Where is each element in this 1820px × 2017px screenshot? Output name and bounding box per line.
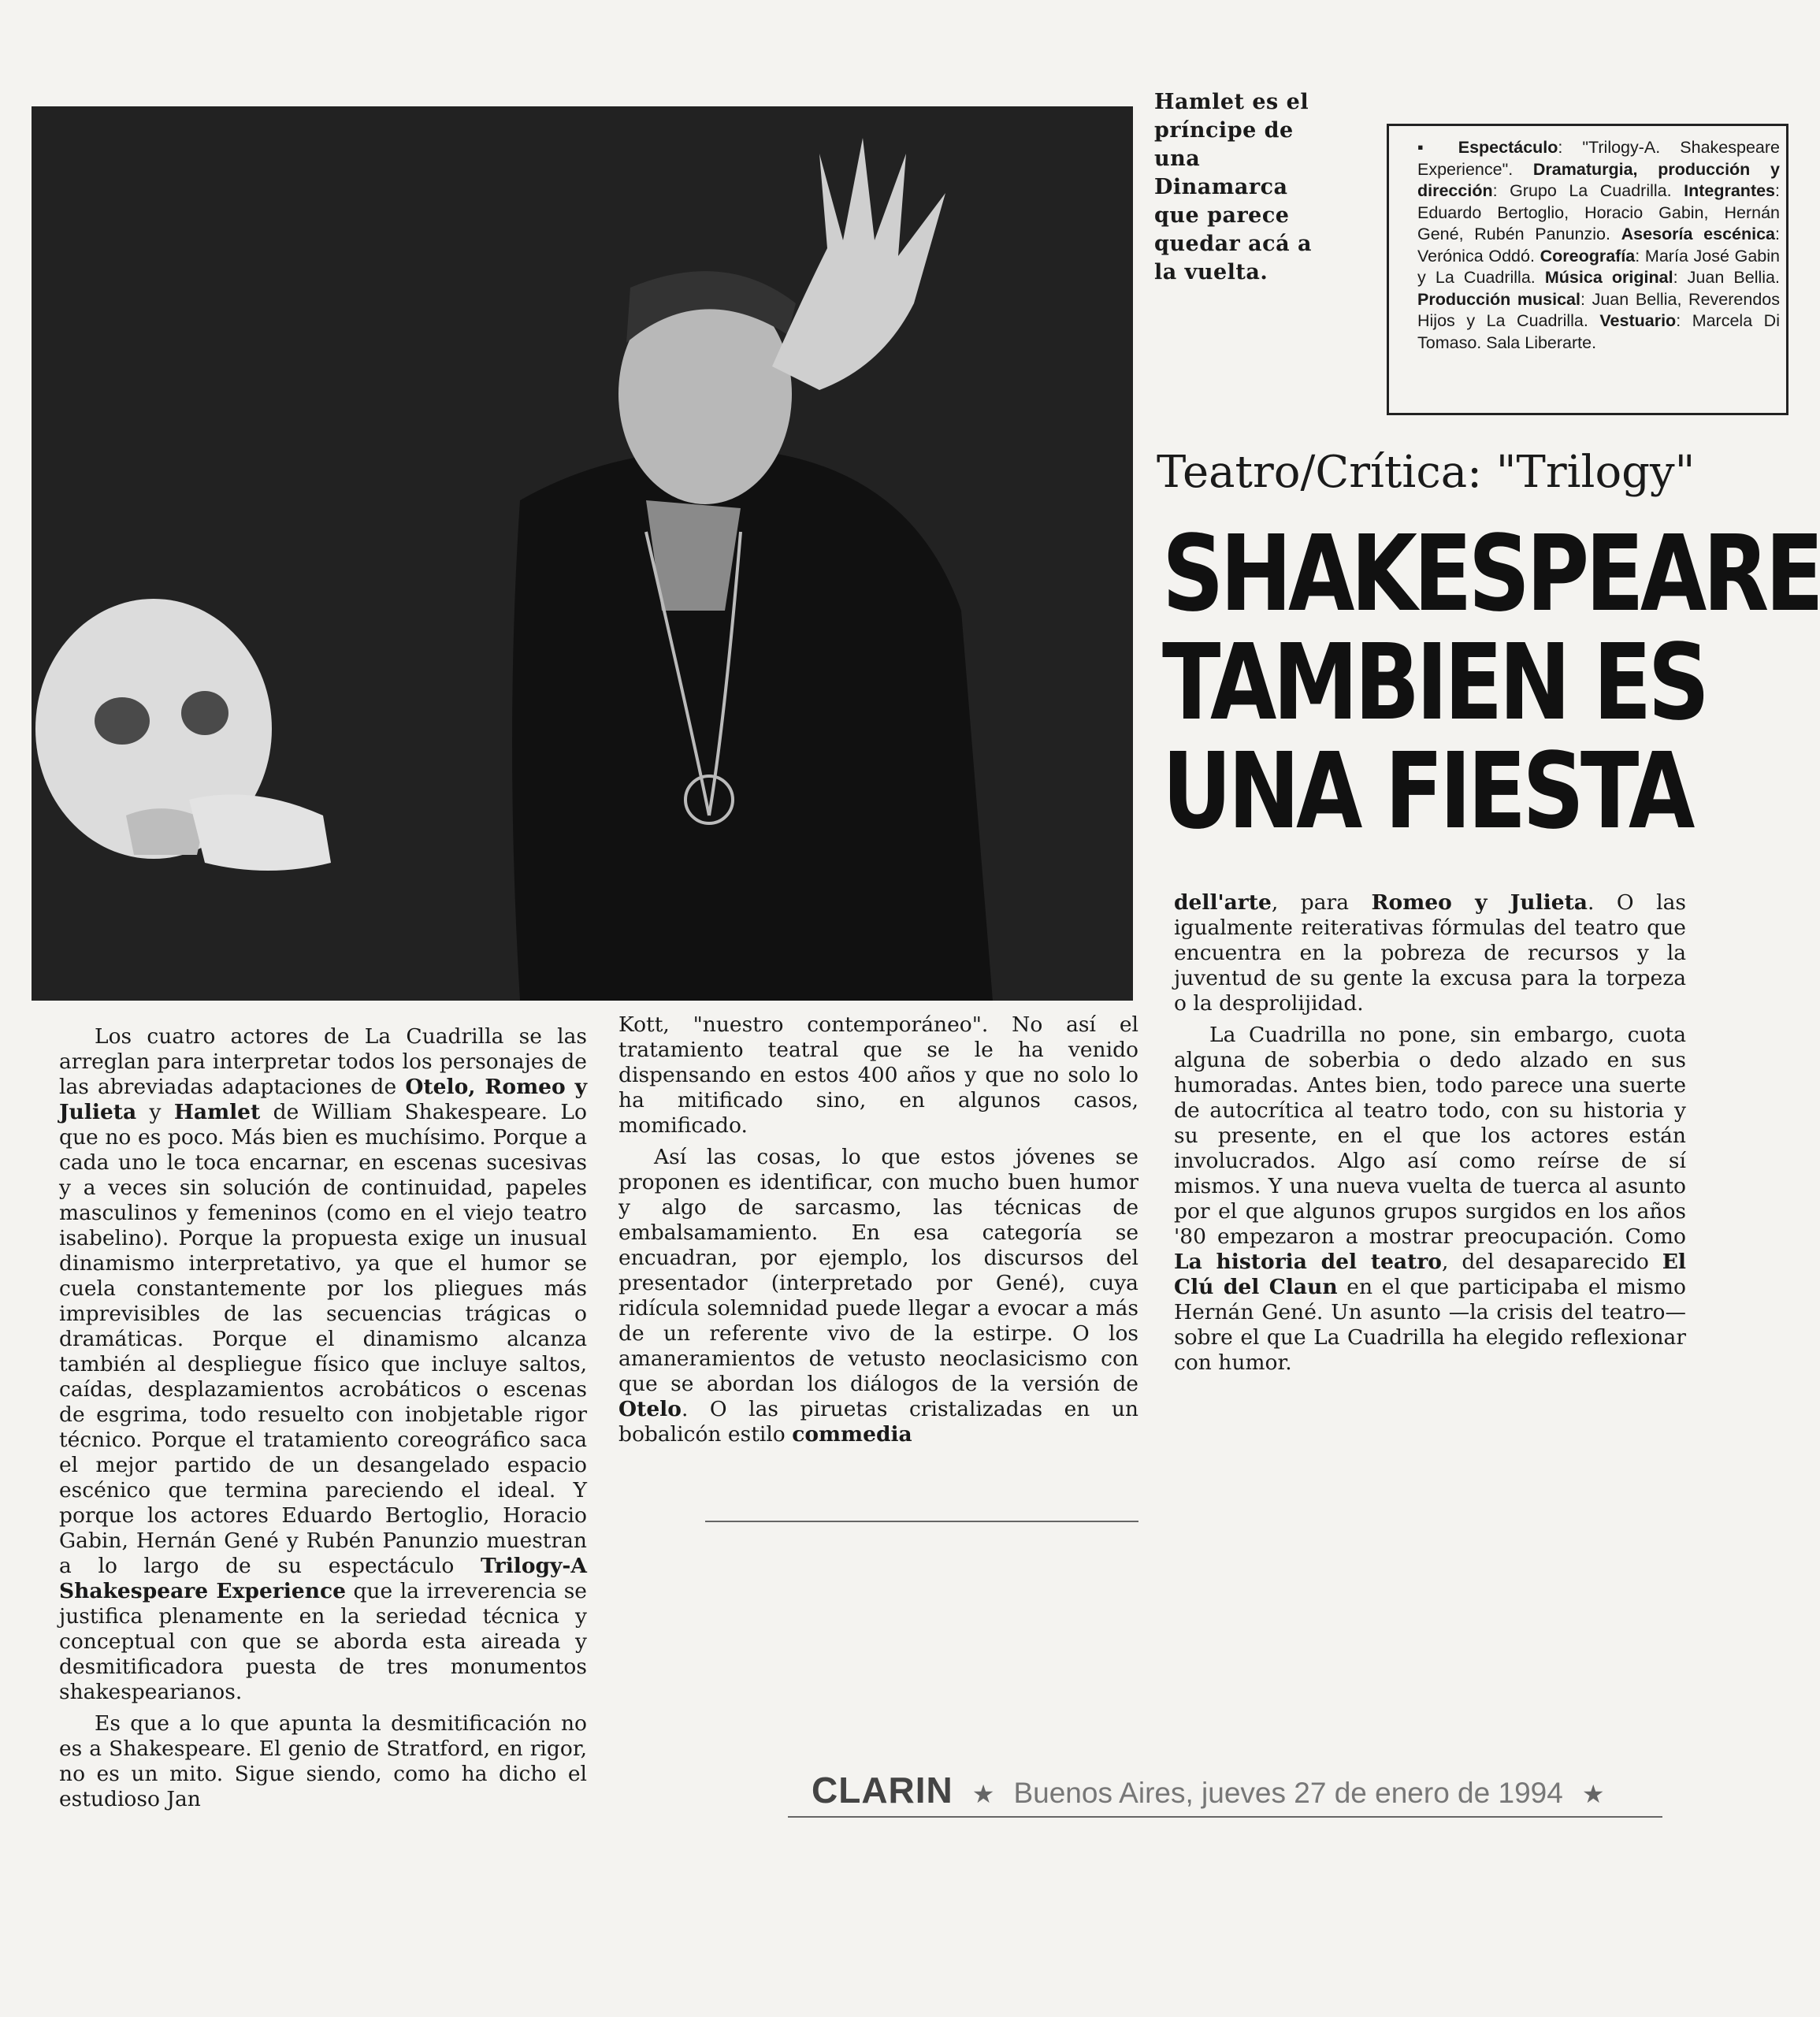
newspaper-brand: CLARIN	[812, 1770, 953, 1811]
credit-label: Integrantes	[1684, 181, 1776, 200]
credit-value: : Juan Bellia.	[1673, 268, 1780, 287]
credit-value: : Verónica Oddó.	[1417, 225, 1780, 266]
paragraph-text: de William Shakespeare. Lo que no es poco. Más bien es muchísimo. Porque a cada uno le toca encarnar, en escenas sucesivas y a veces sin solución de continuidad, papeles masculinos y femeninos (como en el viejo teatro isabelino). Porque la propuesta exige un inusual dinamismo interpretativo, ya que el humor se cuela constantemente por los pliegues más imprevisibles de las secuencias trágicas o dramáticas. Porque el dinamismo alcanza también al despliegue físico que incluye saltos, caídas, desplazamientos acrobáticos o escenas de esgrima, todo resuelto con inobjetable rigor técnico. Porque el tratamiento coreográfico saca el mejor partido de un desangelado espacio escénico que termina pareciendo el ideal. Y porque los actores Eduardo Bertoglio, Horacio Gabin, Hernán Gené y Rubén Panunzio muestran a lo largo de su espectáculo	[59, 1100, 587, 1578]
photo-illustration	[32, 106, 1133, 1001]
newspaper-footer	[812, 1769, 1678, 1811]
emphasized-title: Romeo y Julieta	[1371, 890, 1588, 915]
emphasized-title: La historia del teatro	[1174, 1250, 1442, 1274]
paragraph-text: Kott, "nuestro contemporáneo". No así el tratamiento teatral que se le ha venido dispensando en estos 400 años y que no solo lo ha mitificado sino, en algunos casos, momificado.	[618, 1012, 1138, 1138]
article-photo	[32, 106, 1133, 1001]
credit-label: Espectáculo	[1458, 138, 1558, 157]
credit-value: : Marcela Di Tomaso. Sala Liberarte.	[1417, 311, 1780, 352]
article-paragraph	[1174, 1023, 1686, 1376]
paragraph-text: Es que a lo que apunta la desmitificación no es a Shakespeare. El genio de Stratford, en rigor, no es un mito. Sigue siendo, como ha dicho el estudioso Jan	[59, 1711, 587, 1811]
emphasized-title: Hamlet	[173, 1100, 261, 1124]
photo-caption: Hamlet es el príncipe de una Dinamarca que parece quedar acá a la vuelta.	[1154, 90, 1313, 284]
credit-label: Dramaturgia, producción y dirección	[1417, 159, 1780, 200]
credits-text	[1417, 138, 1780, 352]
credit-label: Coreografía	[1540, 246, 1636, 266]
article-column-2	[618, 1012, 1138, 1447]
emphasized-title: dell'arte	[1174, 890, 1272, 915]
headline-line: UNA FIESTA	[1162, 731, 1692, 852]
credit-label: Asesoría escénica	[1621, 225, 1776, 243]
credit-value: : Eduardo Bertoglio, Horacio Gabin, Hernán Gené, Rubén Panunzio.	[1417, 181, 1780, 243]
credit-value: : Juan Bellia, Reverendos Hijos y La Cuadrilla.	[1417, 289, 1780, 330]
headline-line: SHAKESPEARE	[1162, 514, 1820, 635]
column-divider	[705, 1521, 1138, 1522]
star-icon: ★	[1581, 1779, 1605, 1809]
emphasized-title: El Clú del Claun	[1174, 1250, 1686, 1299]
paragraph-text: que la irreverencia se justifica plenamente en la seriedad técnica y conceptual con que se aborda esta aireada y desmitificadora puesta de tres monumentos shakespearianos.	[59, 1579, 587, 1704]
paragraph-text: Los cuatro actores de La Cuadrilla se las arreglan para interpretar todos los personajes de las abreviadas adaptaciones de	[59, 1024, 587, 1099]
credit-value: : María José Gabin y La Cuadrilla.	[1417, 246, 1781, 287]
paragraph-text: Así las cosas, lo que estos jóvenes se proponen es identificar, con mucho buen humor y algo de sarcasmo, las técnicas de embalsamamiento. En esa categoría se encuadran, por ejemplo, los discursos del presentador (interpretado por Gené), cuya ridícula solemnidad puede llegar a evocar a más de un referente vivo de la estirpe. O los amaneramientos de vetusto neoclasicismo con que se abordan los diálogos de la versión de	[618, 1145, 1138, 1396]
emphasized-title: Otelo	[618, 1397, 682, 1421]
headline	[1162, 514, 1820, 852]
credits-box	[1387, 124, 1788, 415]
article-paragraph	[1174, 890, 1686, 1016]
credit-label: Producción musical	[1417, 289, 1580, 309]
paragraph-text: , del desaparecido	[1441, 1250, 1662, 1274]
article-column-3	[1174, 890, 1686, 1376]
section-kicker: Teatro/Crítica: "Trilogy"	[1157, 447, 1696, 498]
paragraph-text: . O las piruetas cristalizadas en un bobalicón estilo	[618, 1397, 1138, 1447]
credit-label: Vestuario	[1599, 311, 1677, 330]
paragraph-text: La Cuadrilla no pone, sin embargo, cuota alguna de soberbia o dedo alzado en sus humoradas. Antes bien, todo parece una suerte de autocrítica al teatro todo, con su historia y su presente, en el que los actores están involucrados. Algo así como reírse de sí mismos. Y una nueva vuelta de tuerca al asunto por el que algunos grupos surgidos en los años '80 empezaron a mostrar preocupación. Como	[1174, 1023, 1686, 1249]
headline-line: TAMBIEN ES	[1162, 622, 1707, 744]
article-paragraph	[618, 1145, 1138, 1447]
footer-rule	[788, 1816, 1662, 1818]
dateline: Buenos Aires, jueves 27 de enero de 1994	[1013, 1777, 1563, 1809]
emphasized-title: Otelo, Romeo y Julieta	[59, 1075, 587, 1124]
article-paragraph	[618, 1012, 1138, 1139]
paragraph-text: , para	[1271, 890, 1372, 915]
credit-label: Música original	[1544, 268, 1673, 287]
article-paragraph	[59, 1024, 587, 1705]
article-paragraph	[59, 1711, 587, 1812]
credit-value: : "Trilogy-A. Shakespeare Experience".	[1417, 138, 1780, 179]
article-column-1	[59, 1024, 587, 1812]
star-icon: ★	[971, 1779, 995, 1809]
credit-value: : Grupo La Cuadrilla.	[1492, 181, 1684, 200]
paragraph-text: y	[136, 1100, 174, 1124]
emphasized-title: Trilogy-A Shakespeare Experience	[59, 1554, 587, 1603]
credits-bullet-icon: ▪	[1417, 138, 1458, 157]
paragraph-text: . O las igualmente reiterativas fórmulas del teatro que encuentra en la pobreza de recursos y la juventud de su gente la excusa para la torpeza o la desprolijidad.	[1174, 890, 1686, 1016]
paragraph-text: en el que participaba el mismo Hernán Gené. Un asunto —la crisis del teatro— sobre el que La Cuadrilla ha elegido reflexionar con humor.	[1174, 1275, 1686, 1375]
emphasized-title: commedia	[792, 1422, 912, 1447]
